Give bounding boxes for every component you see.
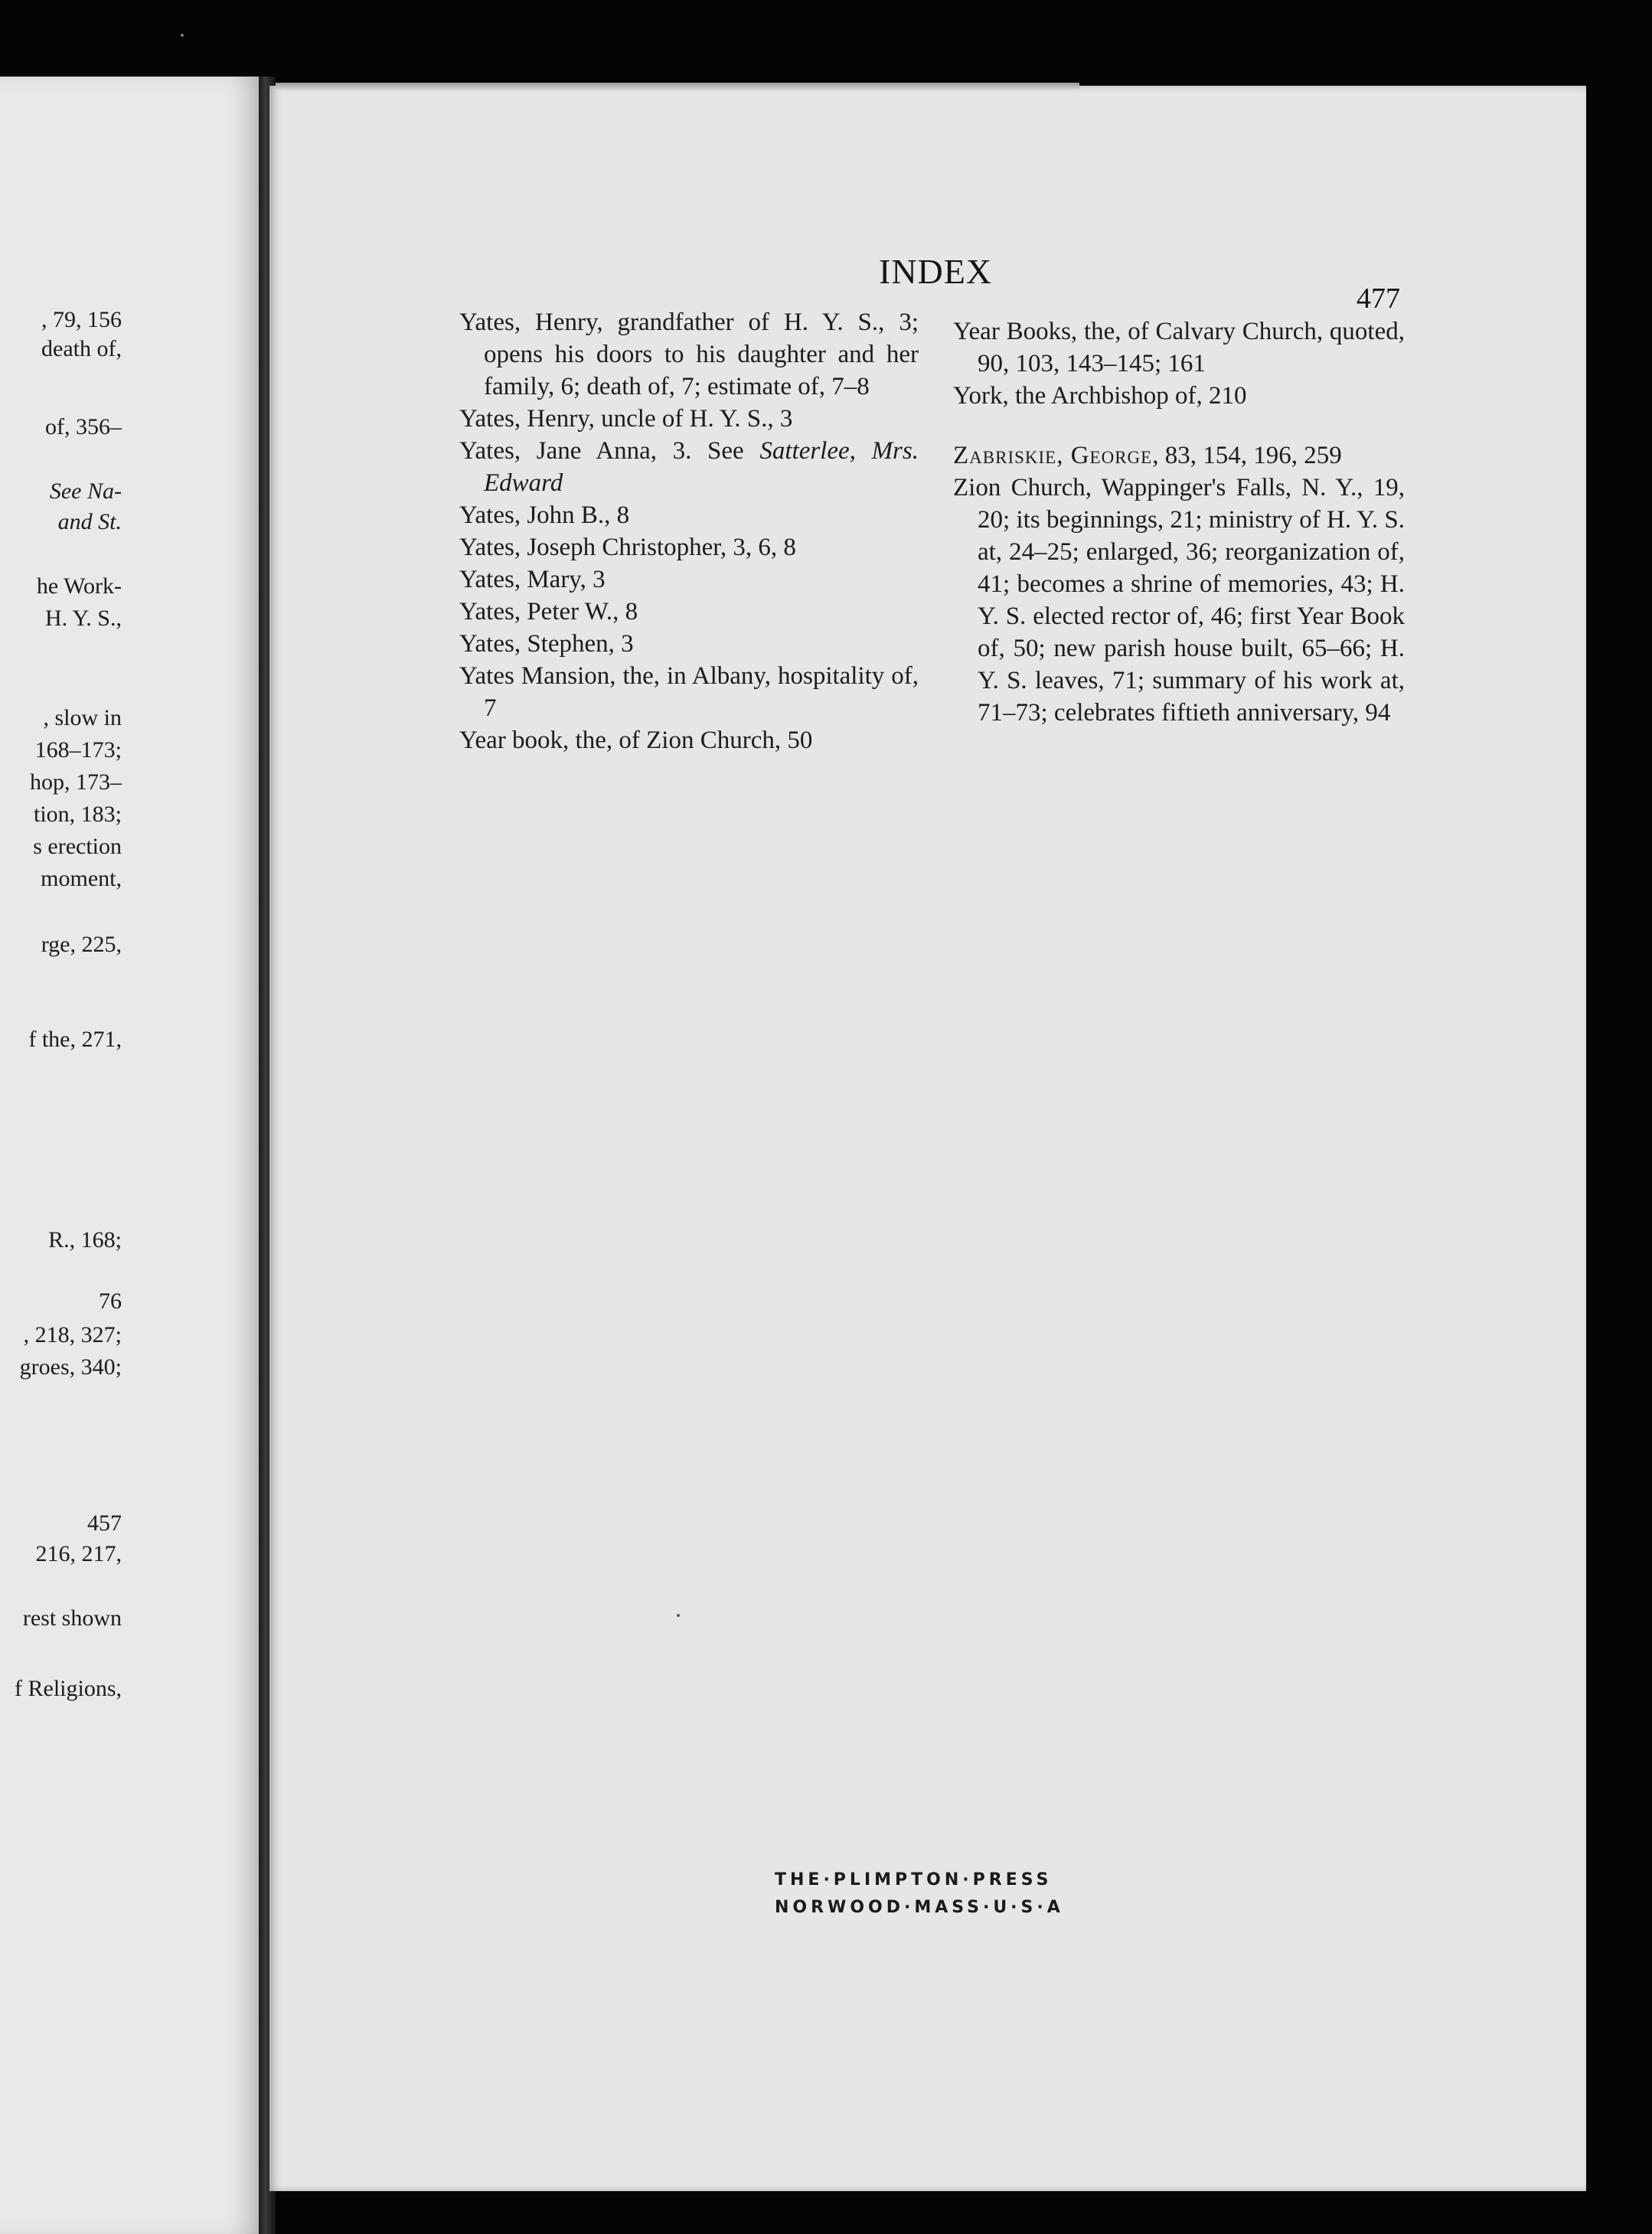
left-page-line: and St. [57, 509, 122, 534]
index-entry: Yates, Mary, 3 [459, 566, 606, 593]
index-column-right [953, 315, 1405, 729]
left-page-line: 76 [99, 1288, 122, 1314]
index-entry: Zion Church, Wappinger's Falls, N. Y., 19, 20; its beginnings, 21; ministry of H. Y. S. at, 24–25; enlarged, 36; reorganization of, 41; becomes a shrine of memories, 43; H. Y. S. elected rector of, 46; first Year Book of, 50; new parish house built, 65–66; H. Y. S. leaves, 71; summary of his work at, 71–73; celebrates fiftieth anniversary, 94 [953, 474, 1405, 727]
left-page-line: death of, [41, 336, 122, 361]
left-page-line: groes, 340; [19, 1354, 122, 1380]
index-entry [953, 439, 1405, 472]
imprint-line-2: NORWOOD·MASS·U·S·A [775, 1898, 1064, 1917]
left-page-line: , 79, 156 [41, 307, 122, 332]
imprint-line-1: THE·PLIMPTON·PRESS [775, 1870, 1053, 1889]
running-head: INDEX [879, 252, 993, 291]
left-page-line: f the, 271, [28, 1027, 122, 1052]
index-entry: Year Books, the, of Calvary Church, quoted, 90, 103, 143–145; 161 [953, 318, 1405, 377]
index-entry: Year book, the, of Zion Church, 50 [459, 727, 813, 754]
entry-cross-reference: Satterlee, Mrs. Edward [484, 437, 919, 497]
page-edge [276, 83, 1079, 90]
paper-speck [181, 34, 184, 37]
previous-page-fragment [0, 77, 264, 2234]
index-entry: Yates, John B., 8 [459, 501, 630, 529]
left-page-line: , 218, 327; [23, 1322, 122, 1347]
index-entry: Yates, Joseph Christopher, 3, 6, 8 [459, 534, 796, 561]
left-page-line: See Na- [49, 478, 122, 504]
left-page-line: 216, 217, [35, 1541, 122, 1566]
left-page-line: rge, 225, [41, 932, 122, 957]
printer-imprint [775, 1867, 1064, 1922]
index-entry: Yates, Henry, grandfather of H. Y. S., 3; opens his doors to his daughter and her family, 6; death of, 7; estimate of, 7–8 [459, 309, 919, 400]
page-number: 477 [1357, 283, 1400, 315]
left-page-line: , slow in [43, 705, 122, 730]
left-page-line: 457 [87, 1511, 122, 1536]
index-entry: York, the Archbishop of, 210 [953, 382, 1247, 410]
letter-section-gap [953, 412, 1405, 439]
entry-text: , 83, 154, 196, 259 [1152, 442, 1342, 469]
index-entry [459, 435, 919, 499]
left-page-line: moment, [41, 866, 122, 891]
left-page-line: he Work- [36, 573, 122, 599]
left-page-line: R., 168; [48, 1227, 122, 1253]
left-page-line: tion, 183; [33, 802, 122, 827]
left-page-line: 168–173; [34, 737, 122, 763]
index-entry: Yates, Stephen, 3 [459, 630, 634, 658]
left-page-line: f Religions, [15, 1676, 122, 1701]
index-entry: Yates, Henry, uncle of H. Y. S., 3 [459, 405, 793, 433]
index-entry: Yates, Peter W., 8 [459, 598, 638, 625]
left-page-line: H. Y. S., [44, 606, 122, 631]
entry-heading-smallcaps: Zabriskie, George [953, 442, 1153, 469]
paper-speck [677, 1614, 680, 1617]
index-entry: Yates Mansion, the, in Albany, hospitality of, 7 [459, 662, 919, 722]
entry-text: Yates, Jane Anna, 3. See [459, 437, 760, 465]
left-page-line: hop, 173– [30, 769, 122, 795]
index-column-left [459, 306, 919, 756]
left-page-line: s erection [33, 834, 122, 859]
left-page-line: rest shown [22, 1605, 122, 1631]
left-page-line: of, 356– [45, 414, 122, 439]
